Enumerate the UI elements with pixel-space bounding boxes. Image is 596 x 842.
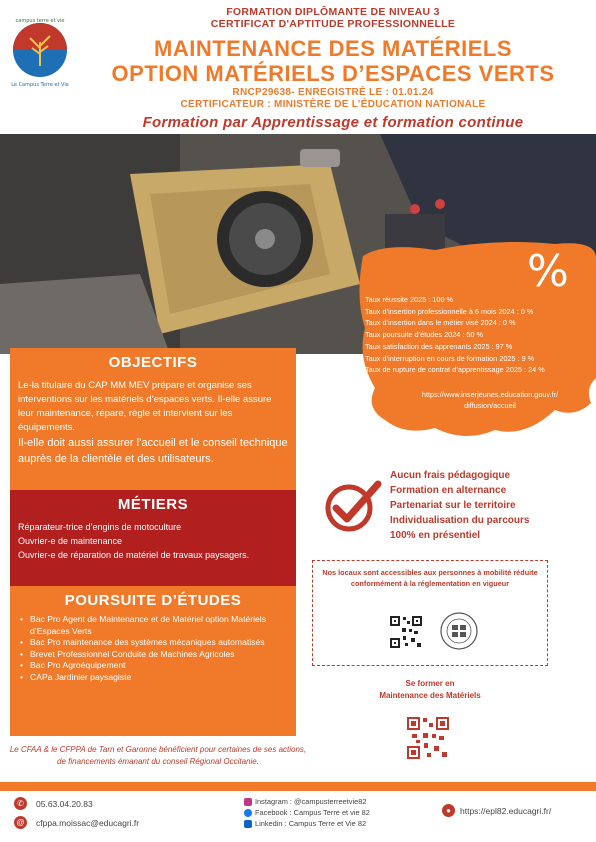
footer-bar [0,782,596,791]
website-link[interactable]: https://epl82.educagri.fr/ [460,806,552,816]
facebook-label: Facebook : Campus Terre et vie 82 [255,808,370,817]
accessibility-text: Nos locaux sont accessibles aux personnes à mobilité réduite conformément à la réglementation en vigueur [322,568,538,588]
accessibility-seal-icon [439,611,479,651]
poursuite-list [10,609,296,683]
stat-item: Taux satisfaction des apprenants 2025 : 97 % [365,341,513,351]
objectifs-paragraph-2: Il-elle doit aussi assurer l’accueil et le conseil technique auprès de la clientèle et des utilisateurs. [18,437,288,465]
email-address[interactable]: cfppa.moissac@educagri.fr [36,818,140,828]
metier-item: Ouvrier-e de réparation de matériel de travaux paysagers. [18,550,250,560]
stat-item: Taux poursuite d’études 2024 : 50 % [365,330,484,340]
inserjeunes-link-line1[interactable]: https://www.inserjeunes.education.gouv.fr/ [421,390,559,399]
facebook-link[interactable] [244,807,370,818]
metiers-list [10,513,296,569]
formation-qr-code-icon[interactable] [406,716,450,760]
facebook-icon [244,809,252,817]
accessibility-box [312,560,548,666]
funding-note: Le CFAA & le CFPPA de Tarn et Garonne bénéficient pour certaines de ses actions, de financements émanant du conseil Régional Occitanie. [9,745,307,766]
inserjeunes-link[interactable] [385,389,595,411]
svg-text:Le Campus Terre et Vie: Le Campus Terre et Vie [11,82,69,88]
perk-item: Aucun frais pédagogique [390,470,511,481]
stat-item: Taux d’insertion professionnelle à 6 mois 2024 : 0 % [365,306,534,316]
poursuite-item: • Bac Pro maintenance des systèmes mécaniques automatisés [18,637,288,649]
linkedin-link[interactable] [244,818,370,829]
social-links [244,796,370,829]
page-title-line2: OPTION MATÉRIELS D’ESPACES VERTS [111,61,555,86]
perk-item: Partenariat sur le territoire [390,500,516,511]
website-icon: ● [442,804,455,817]
campus-logo [8,14,72,90]
perks-list [390,468,529,543]
rncp-line: RNCP29638- ENREGISTRÉ LE : 01.01.24 [232,87,434,98]
metier-item: Réparateur-trice d’engins de motoculture [18,522,182,532]
page-subtitle: Formation par Apprentissage et formation continue [142,114,524,131]
poursuite-item: • Bac Pro Agent de Maintenance et de Matériel option Matériels d’Espaces Verts [18,614,288,637]
objectifs-paragraph-1: Le-la titulaire du CAP MM MEV prépare et organise ses interventions sur les matériels d’espaces verts. Il-elle assure leur maintenance, répare, règle et intervient sur les équipements. [18,380,272,433]
svg-text:campus terre et vie: campus terre et vie [15,18,65,24]
stat-item: Taux de rupture de contrat d’apprentissage 2025 : 24 % [365,365,545,375]
metier-item: Ouvrier-e de maintenance [18,536,123,546]
objectifs-title: OBJECTIFS [108,354,198,371]
metiers-title: MÉTIERS [117,496,189,513]
se-former-line2: Maintenance des Matériels [379,691,481,700]
inserjeunes-link-line2[interactable]: diffusion/accueil [464,401,516,410]
stat-item: Taux d’interruption en cours de formation 2025 : 9 % [365,353,535,363]
poursuite-item: • Brevet Professionnel Conduite de Machines Agricoles [18,649,288,661]
header [0,0,596,136]
perk-item: 100% en présentiel [390,530,481,541]
objectifs-section [10,348,296,490]
linkedin-label: Linkedin : Campus Terre et Vie 82 [255,819,367,828]
header-level-line: FORMATION DIPLÔMANTE DE NIVEAU 3 [226,6,440,18]
stat-item: Taux réussite 2025 : 100 % [365,295,454,304]
stat-item: Taux d’insertion dans le métier visé 2024 : 0 % [365,318,516,328]
se-former-line1: Se former en [405,679,455,688]
stats-panel [355,238,596,443]
linkedin-icon [244,820,252,828]
poursuite-item: • CAPa Jardinier paysagiste [18,672,288,684]
perk-item: Formation en alternance [390,485,507,496]
stats-list [365,294,545,376]
checkmark-icon [322,478,382,532]
page-title-line1: MAINTENANCE DES MATÉRIELS [154,36,512,61]
phone-icon: ✆ [14,797,27,810]
instagram-label: Instagram : @campusterreetvie82 [255,797,367,806]
email-icon: @ [14,816,27,829]
percent-symbol: % [527,246,569,297]
poursuite-title: POURSUITE D’ÉTUDES [64,592,242,609]
instagram-icon [244,798,252,806]
instagram-link[interactable] [244,796,370,807]
certificateur-line: CERTIFICATEUR : MINISTÈRE DE L’ÉDUCATION NATIONALE [180,99,486,110]
header-certificate-line: CERTIFICAT D'APTITUDE PROFESSIONNELLE [210,18,456,30]
perk-item: Individualisation du parcours [390,515,530,526]
poursuite-section [10,586,296,736]
qr-code-icon[interactable] [389,615,423,649]
se-former-text [340,678,520,702]
phone-number[interactable]: 05.63.04.20.83 [36,799,93,809]
objectifs-text [10,371,296,467]
poursuite-item: • Bac Pro Agroéquipement [18,660,288,672]
metiers-section [10,490,296,586]
